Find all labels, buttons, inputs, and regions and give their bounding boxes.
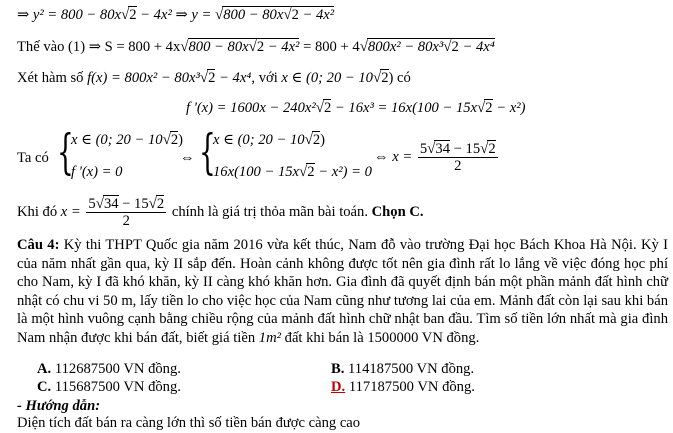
guide-title: - Hướng dẫn: bbox=[17, 398, 101, 414]
solution-x: ⇔ x = $\frac{5√34 - 15√2}{2}$ bbox=[374, 141, 496, 174]
guide-text: Diện tích đất bán ra càng lớn thì số tiền bán được càng cao bbox=[17, 415, 361, 431]
conclusion-line: Khi đó x = $\frac{5√34 - 15√2}{2}$ chính là giá trị thỏa mãn bài toán. Chọn C. bbox=[17, 196, 424, 229]
unit-m2: 1m² bbox=[258, 329, 281, 346]
question-text-end: đất khi bán là 1500000 VN đồng. bbox=[281, 329, 480, 346]
question-paragraph bbox=[17, 236, 668, 348]
system-2-row-2: 16x(100 − 15x√2 − x²) = 0 bbox=[213, 164, 372, 180]
left-brace-1: { bbox=[57, 124, 74, 180]
question-text: Kỳ thi THPT Quốc gia năm 2016 vừa kết thúc, Nam đỗ vào trường Đại học Bách Khoa Hà Nội. Kỳ I của năm nhất gần qua, kỳ II sắp đến. Hoàn cảnh không được tốt nên gia đình rất lo lắng về việc đóng học phí cho Nam, kỳ I đã khó khăn, kỳ II càng khó khăn hơn. Gia đình đã quyết định bán một phần mảnh đất hình chữ nhật có chu vi 50 m, lấy tiền lo cho việc học của Nam cũng như tương lai của em. Mảnh đất còn lại sau khi bán là một hình vuông cạnh bằng chiều rộng của mảnh đất hình chữ nhật ban đầu. Tìm số tiền lớn nhất mà gia đình Nam nhận được khi bán đất, biết giá tiền bbox=[17, 237, 668, 346]
equation-line-4: f '(x) = 1600x − 240x²√2 − 16x³ = 16x(100 − 15x√2 − x²) bbox=[186, 100, 526, 116]
answer-d[interactable]: D. 117187500 VN đồng. bbox=[331, 379, 475, 395]
answer-a[interactable]: A. 112687500 VN đồng. bbox=[37, 361, 181, 377]
equation-line-2: Thế vào (1) ⇒ S = 800 + 4x√800 − 80x√2 − 4x² = 800 + 4√800x² − 80x³√2 − 4x⁴ bbox=[17, 39, 495, 55]
equation-line-3: Xét hàm số f(x) = 800x² − 80x³√2 − 4x⁴, với x ∈ (0; 20 − 10√2) có bbox=[17, 70, 411, 86]
answer-b[interactable]: B. 114187500 VN đồng. bbox=[331, 361, 475, 377]
left-brace-2: { bbox=[199, 124, 216, 180]
system-1-row-1: x ∈ (0; 20 − 10√2) bbox=[71, 132, 183, 148]
iff-symbol: ⇔ bbox=[180, 150, 195, 166]
equation-line-1: ⇒ y² = 800 − 80x√2 − 4x² ⇒ y = √800 − 80x√2 − 4x² bbox=[17, 7, 335, 23]
system-1-row-2: f '(x) = 0 bbox=[71, 164, 123, 180]
question-label: Câu 4: bbox=[17, 237, 60, 253]
answer-c[interactable]: C. 115687500 VN đồng. bbox=[37, 379, 181, 395]
ta-co-label: Ta có bbox=[17, 150, 49, 166]
system-2-row-1: x ∈ (0; 20 − 10√2) bbox=[213, 132, 325, 148]
